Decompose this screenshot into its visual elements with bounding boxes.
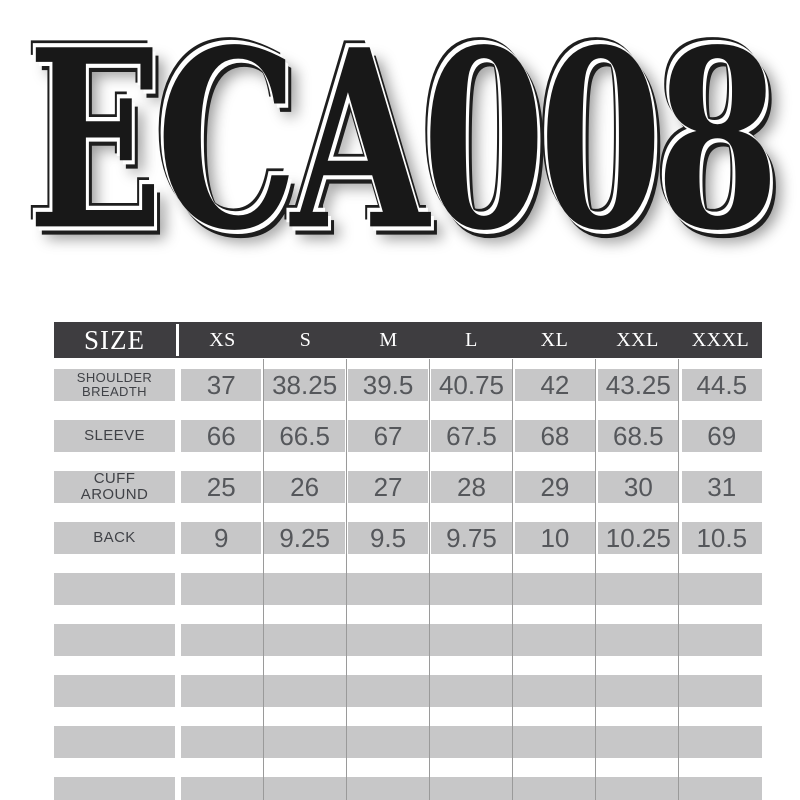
size-column-header: XL	[540, 328, 569, 351]
value-cell	[513, 624, 596, 656]
size-column-header: XS	[209, 328, 236, 351]
value-cell	[181, 573, 264, 605]
value-cell	[264, 624, 347, 656]
row-label-cell	[54, 777, 175, 800]
value-cell	[596, 726, 679, 758]
value-cell	[347, 777, 430, 800]
product-code-title: ECA008	[27, 0, 773, 285]
row-label-cell	[54, 624, 175, 656]
row-label-cell	[54, 675, 175, 707]
table-row-empty	[54, 726, 762, 758]
value-cell: 31	[682, 471, 762, 503]
value-cell	[430, 675, 513, 707]
row-values	[181, 573, 762, 605]
table-row	[54, 522, 762, 554]
row-values	[181, 369, 762, 401]
value-cell: 44.5	[682, 369, 762, 401]
row-values	[181, 522, 762, 554]
value-cell	[679, 573, 762, 605]
value-cell	[264, 726, 347, 758]
value-cell	[430, 573, 513, 605]
size-table	[54, 322, 762, 800]
value-cell: 26	[264, 471, 344, 503]
value-cell: 42	[515, 369, 595, 401]
value-cell	[513, 777, 596, 800]
size-column-headers	[181, 329, 762, 352]
table-row-empty	[54, 624, 762, 656]
table-row	[54, 420, 762, 452]
row-label-cell: SLEEVE	[54, 420, 175, 452]
size-header-cell: SIZE	[84, 324, 145, 355]
value-cell	[679, 675, 762, 707]
value-cell: 10.25	[598, 522, 678, 554]
value-cell	[679, 777, 762, 800]
table-row-empty	[54, 777, 762, 800]
row-values	[181, 420, 762, 452]
row-values	[181, 675, 762, 707]
value-cell	[513, 573, 596, 605]
size-column-header: S	[299, 328, 312, 351]
size-column-header: L	[465, 328, 478, 351]
table-row	[54, 471, 762, 503]
row-label-cell: SHOULDER BREADTH	[54, 369, 175, 401]
value-cell: 27	[348, 471, 428, 503]
value-cell	[430, 777, 513, 800]
value-cell: 69	[682, 420, 762, 452]
value-cell	[347, 573, 430, 605]
value-cell: 66	[181, 420, 261, 452]
value-cell	[347, 624, 430, 656]
value-cell: 28	[431, 471, 511, 503]
value-cell	[513, 675, 596, 707]
value-cell: 30	[598, 471, 678, 503]
value-cell	[181, 777, 264, 800]
row-values	[181, 726, 762, 758]
value-cell: 9.5	[348, 522, 428, 554]
row-values	[181, 471, 762, 503]
value-cell: 25	[181, 471, 261, 503]
value-cell	[430, 624, 513, 656]
row-label-cell: BACK	[54, 522, 175, 554]
value-cell: 9	[181, 522, 261, 554]
value-cell: 40.75	[431, 369, 511, 401]
size-column-header: XXL	[616, 328, 659, 351]
value-cell: 37	[181, 369, 261, 401]
value-cell	[181, 624, 264, 656]
value-cell	[264, 675, 347, 707]
value-cell	[264, 777, 347, 800]
value-cell: 38.25	[264, 369, 344, 401]
value-cell: 39.5	[348, 369, 428, 401]
row-label-cell	[54, 726, 175, 758]
table-row	[54, 369, 762, 401]
value-cell	[430, 726, 513, 758]
value-cell: 29	[515, 471, 595, 503]
value-cell	[181, 675, 264, 707]
size-column-header: M	[379, 328, 398, 351]
value-cell: 68	[515, 420, 595, 452]
value-cell	[596, 675, 679, 707]
value-cell: 66.5	[264, 420, 344, 452]
value-cell: 67.5	[431, 420, 511, 452]
value-cell: 10	[515, 522, 595, 554]
value-cell	[181, 726, 264, 758]
row-label-cell: CUFF AROUND	[54, 471, 175, 503]
value-cell: 9.75	[431, 522, 511, 554]
value-cell: 68.5	[598, 420, 678, 452]
row-label-cell	[54, 573, 175, 605]
value-cell: 43.25	[598, 369, 678, 401]
value-cell: 9.25	[264, 522, 344, 554]
value-cell	[596, 624, 679, 656]
header-divider	[176, 324, 179, 356]
value-cell	[596, 777, 679, 800]
size-column-header: XXXL	[691, 328, 750, 351]
value-cell	[347, 675, 430, 707]
value-cell	[679, 726, 762, 758]
table-row-empty	[54, 675, 762, 707]
value-cell: 10.5	[682, 522, 762, 554]
value-cell	[264, 573, 347, 605]
value-cell	[596, 573, 679, 605]
value-cell	[513, 726, 596, 758]
size-table-body	[54, 369, 762, 800]
size-table-header	[54, 322, 762, 358]
row-values	[181, 777, 762, 800]
value-cell	[347, 726, 430, 758]
table-row-empty	[54, 573, 762, 605]
row-values	[181, 624, 762, 656]
value-cell: 67	[348, 420, 428, 452]
value-cell	[679, 624, 762, 656]
